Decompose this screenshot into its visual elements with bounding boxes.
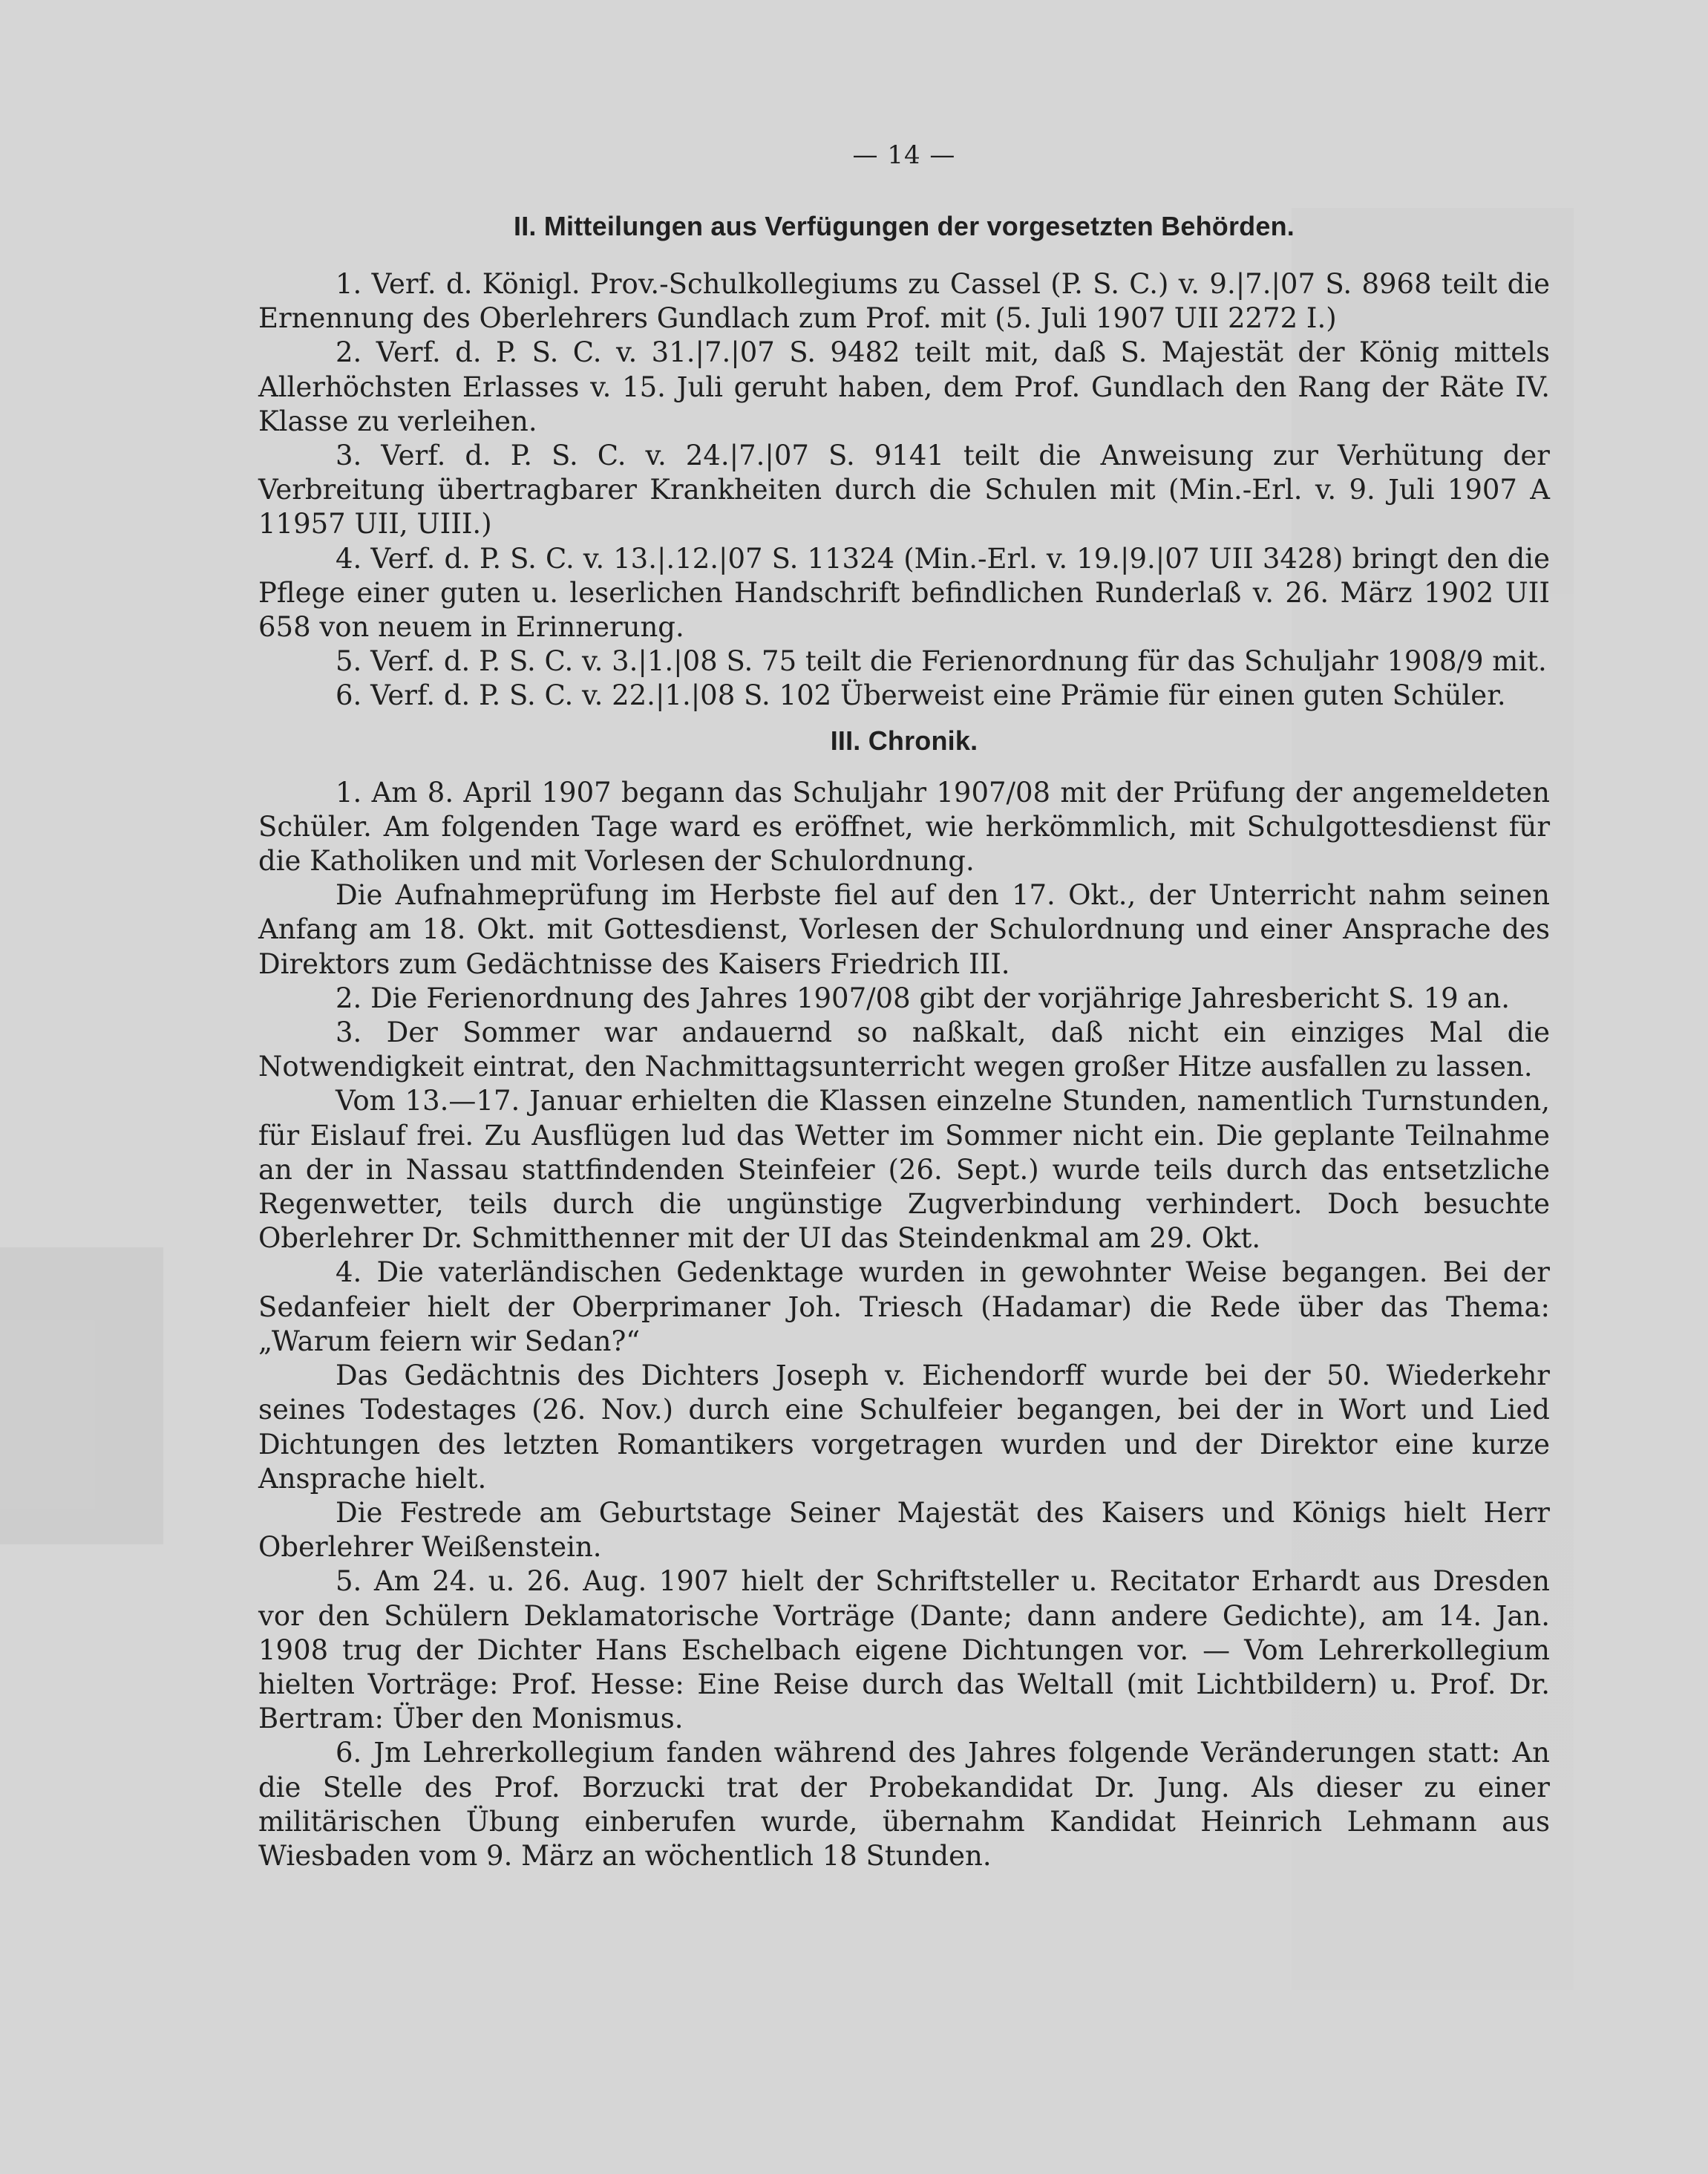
- chronik-paragraph: 5. Am 24. u. 26. Aug. 1907 hielt der Schriftsteller u. Recitator Erhardt aus Dresden vor den Schülern Deklamatorische Vorträge (Dante; dann andere Gedichte), am 14. Jan. 1908 trug der Dichter Hans Eschelbach eigene Dichtungen vor. — Vom Lehrerkollegium hielten Vorträge: Prof. Hesse: Eine Reise durch das Weltall (mit Lichtbildern) u. Prof. Dr. Bertram: Über den Monismus.: [258, 1565, 1550, 1735]
- section-ii-item: 2. Verf. d. P. S. C. v. 31.|7.|07 S. 9482 teilt mit, daß S. Majestät der König mittels Allerhöchsten Erlasses v. 15. Juli geruht haben, dem Prof. Gundlach den Rang der Räte IV. Klasse zu verleihen.: [258, 336, 1550, 437]
- chronik-paragraph: 6. Jm Lehrerkollegium fanden während des Jahres folgende Veränderungen statt: An die Stelle des Prof. Borzucki trat der Probekandidat Dr. Jung. Als dieser zu einer militärischen Übung einberufen wurde, übernahm Kandidat Heinrich Lehmann aus Wiesbaden vom 9. März an wöchentlich 18 Stunden.: [258, 1737, 1550, 1872]
- chronik-paragraph: Die Festrede am Geburtstage Seiner Majestät des Kaisers und Königs hielt Herr Oberlehrer Weißenstein.: [258, 1496, 1550, 1564]
- chronik-paragraph: Das Gedächtnis des Dichters Joseph v. Eichendorff wurde bei der 50. Wiederkehr seines Todestages (26. Nov.) durch eine Schulfeier begangen, bei der in Wort und Lied Dichtungen des letzten Romantikers vorgetragen wurden und der Direktor eine kurze Ansprache hielt.: [258, 1359, 1550, 1495]
- bleed-through-shadow-left: [0, 1247, 163, 1544]
- section-ii-item: 3. Verf. d. P. S. C. v. 24.|7.|07 S. 9141 teilt die Anweisung zur Verhütung der Verbreitung übertragbarer Krankheiten durch die Schulen mit (Min.-Erl. v. 9. Juli 1907 A 11957 UII, UIII.): [258, 440, 1550, 541]
- section-ii-item: 5. Verf. d. P. S. C. v. 3.|1.|08 S. 75 teilt die Ferienordnung für das Schuljahr 1908/9 mit.: [336, 645, 1547, 678]
- chronik-paragraph: Vom 13.—17. Januar erhielten die Klassen einzelne Stunden, namentlich Turnstunden, für Eislauf frei. Zu Ausflügen lud das Wetter im Sommer nicht ein. Die geplante Teilnahme an der in Nassau stattfindenden Steinfeier (26. Sept.) wurde teils durch das entsetzliche Regenwetter, teils durch die ungünstige Zugverbindung verhindert. Doch besuchte Oberlehrer Dr. Schmitthenner mit der UI das Steindenkmal am 29. Okt.: [258, 1085, 1550, 1255]
- section-ii-item: 4. Verf. d. P. S. C. v. 13.|.12.|07 S. 11324 (Min.-Erl. v. 19.|9.|07 UII 3428) bringt den die Pflege einer guten u. leserlichen Handschrift befindlichen Runderlaß v. 26. März 1902 UII 658 von neuem in Erinnerung.: [258, 542, 1550, 644]
- chronik-paragraph: 2. Die Ferienordnung des Jahres 1907/08 gibt der vorjährige Jahresbericht S. 19 an.: [336, 982, 1511, 1014]
- page-number: — 14 —: [852, 140, 956, 170]
- page-content: [258, 140, 1550, 1873]
- section-iii-heading-wrap: [258, 714, 1550, 776]
- chronik-paragraph: Die Aufnahmeprüfung im Herbste fiel auf den 17. Okt., der Unterricht nahm seinen Anfang am 18. Okt. mit Gottesdienst, Vorlesen der Schulordnung und einer Ansprache des Direktors zum Gedächtnisse des Kaisers Friedrich III.: [258, 879, 1550, 980]
- chronik-paragraph: 4. Die vaterländischen Gedenktage wurden in gewohnter Weise begangen. Bei der Sedanfeier hielt der Oberprimaner Joh. Triesch (Hadamar) die Rede über das Thema: „Warum feiern wir Sedan?“: [258, 1256, 1550, 1357]
- chronik-paragraph: 3. Der Sommer war andauernd so naßkalt, daß nicht ein einziges Mal die Notwendigkeit eintrat, den Nachmittagsunterricht wegen großer Hitze ausfallen zu lassen.: [258, 1016, 1550, 1083]
- chronik-paragraph: 1. Am 8. April 1907 begann das Schuljahr 1907/08 mit der Prüfung der angemeldeten Schüler. Am folgenden Tage ward es eröffnet, wie herkömmlich, mit Schulgottesdienst für die Katholiken und mit Vorlesen der Schulordnung.: [258, 776, 1550, 878]
- section-iii-title: III. Chronik.: [830, 725, 978, 756]
- section-ii-item: 1. Verf. d. Königl. Prov.-Schulkollegiums zu Cassel (P. S. C.) v. 9.|7.|07 S. 8968 teilt die Ernennung des Oberlehrers Gundlach zum Prof. mit (5. Juli 1907 UII 2272 I.): [258, 268, 1550, 335]
- section-ii-title: II. Mitteilungen aus Verfügungen der vorgesetzten Behörden.: [514, 211, 1295, 241]
- section-ii-item: 6. Verf. d. P. S. C. v. 22.|1.|08 S. 102 Überweist eine Prämie für einen guten Schüler.: [336, 679, 1506, 712]
